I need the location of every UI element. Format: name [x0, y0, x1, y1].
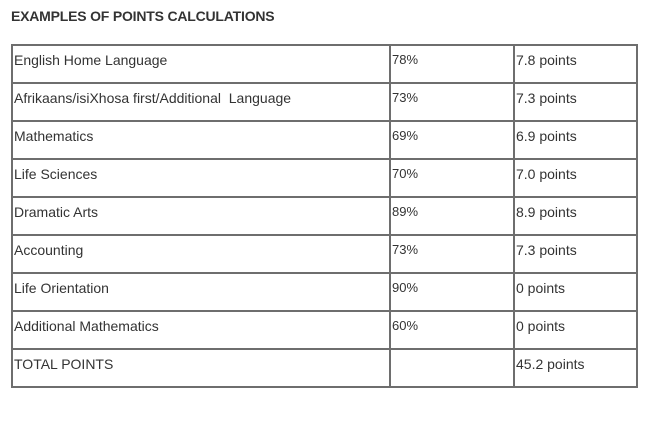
- total-label-cell: TOTAL POINTS: [12, 349, 390, 387]
- table-row: [12, 273, 637, 311]
- table-row: [12, 83, 637, 121]
- percent-cell: 78%: [390, 45, 514, 83]
- total-points-cell: 45.2 points: [514, 349, 637, 387]
- subject-cell: Additional Mathematics: [12, 311, 390, 349]
- percent-cell: [390, 349, 514, 387]
- points-calculation-table: [11, 44, 638, 388]
- points-cell: 7.3 points: [514, 83, 637, 121]
- percent-cell: 73%: [390, 235, 514, 273]
- table-row: [12, 159, 637, 197]
- subject-cell: Afrikaans/isiXhosa first/Additional Language: [12, 83, 390, 121]
- subject-cell: Life Orientation: [12, 273, 390, 311]
- percent-cell: 73%: [390, 83, 514, 121]
- subject-cell: English Home Language: [12, 45, 390, 83]
- page-title: EXAMPLES OF POINTS CALCULATIONS: [11, 8, 275, 24]
- points-cell: 6.9 points: [514, 121, 637, 159]
- table-row: [12, 45, 637, 83]
- total-row: [12, 349, 637, 387]
- percent-cell: 89%: [390, 197, 514, 235]
- points-cell: 7.3 points: [514, 235, 637, 273]
- points-cell: 7.8 points: [514, 45, 637, 83]
- subject-cell: Dramatic Arts: [12, 197, 390, 235]
- subject-cell: Mathematics: [12, 121, 390, 159]
- table-row: [12, 197, 637, 235]
- percent-cell: 60%: [390, 311, 514, 349]
- points-cell: 0 points: [514, 273, 637, 311]
- subject-cell: Life Sciences: [12, 159, 390, 197]
- points-cell: 0 points: [514, 311, 637, 349]
- percent-cell: 69%: [390, 121, 514, 159]
- percent-cell: 70%: [390, 159, 514, 197]
- table-row: [12, 235, 637, 273]
- percent-cell: 90%: [390, 273, 514, 311]
- table-row: [12, 311, 637, 349]
- points-cell: 7.0 points: [514, 159, 637, 197]
- points-cell: 8.9 points: [514, 197, 637, 235]
- table-row: [12, 121, 637, 159]
- subject-cell: Accounting: [12, 235, 390, 273]
